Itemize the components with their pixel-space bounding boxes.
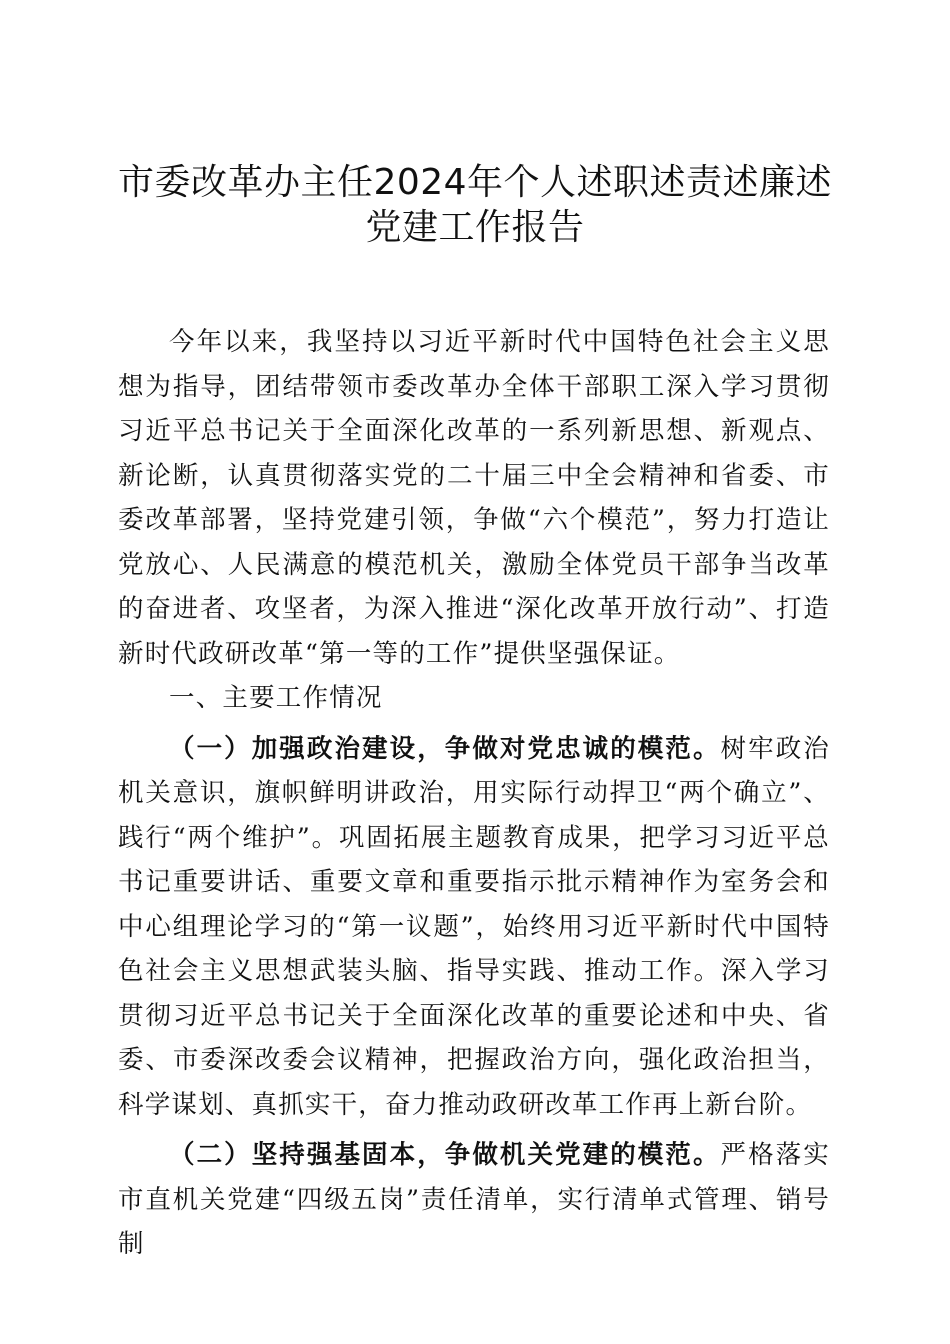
subsection-1-text: 树牢政治机关意识，旗帜鲜明讲政治，用实际行动捍卫“两个确立”、践行“两个维护”。巩固拓展主题教育成果，把学习习近平总书记重要讲话、重要文章和重要指示批示精神作为室务会和中心组理论学习的“第一议题”，始终用习近平新时代中国特色社会主义思想武装头脑、指导实践、推动工作。深入学习贯彻习近平总书记关于全面深化改革的重要论述和中央、省委、市委深改委会议精神，把握政治方向，强化政治担当，科学谋划、真抓实干，奋力推动政研改革工作再上新台阶。 xyxy=(118,733,830,1120)
subsection-1-paragraph xyxy=(118,727,830,1128)
title-line-2: 党建工作报告 xyxy=(365,207,585,248)
subsection-2-paragraph xyxy=(118,1133,830,1267)
subsection-1-heading: （一）加强政治建设，争做对党忠诚的模范。 xyxy=(169,733,721,764)
intro-paragraph: 今年以来，我坚持以习近平新时代中国特色社会主义思想为指导，团结带领市委改革办全体干部职工深入学习贯彻习近平总书记关于全面深化改革的一系列新思想、新观点、新论断，认真贯彻落实党的二十届三中全会精神和省委、市委改革部署，坚持党建引领，争做“六个模范”，努力打造让党放心、人民满意的模范机关，激励全体党员干部争当改革的奋进者、攻坚者，为深入推进“深化改革开放行动”、打造新时代政研改革“第一等的工作”提供坚强保证。 xyxy=(118,327,830,669)
subsection-2-heading: （二）坚持强基固本，争做机关党建的模范。 xyxy=(169,1140,721,1170)
title-line-1: 市委改革办主任2024年个人述职述责述廉述 xyxy=(117,162,833,203)
section-heading-main-work: 一、主要工作情况 xyxy=(169,683,383,713)
document-body xyxy=(118,320,830,1267)
subsection-2-text: 严格落实市直机关党建“四级五岗”责任清单，实行清单式管理、销号制 xyxy=(118,1140,830,1259)
document-title xyxy=(60,160,890,250)
